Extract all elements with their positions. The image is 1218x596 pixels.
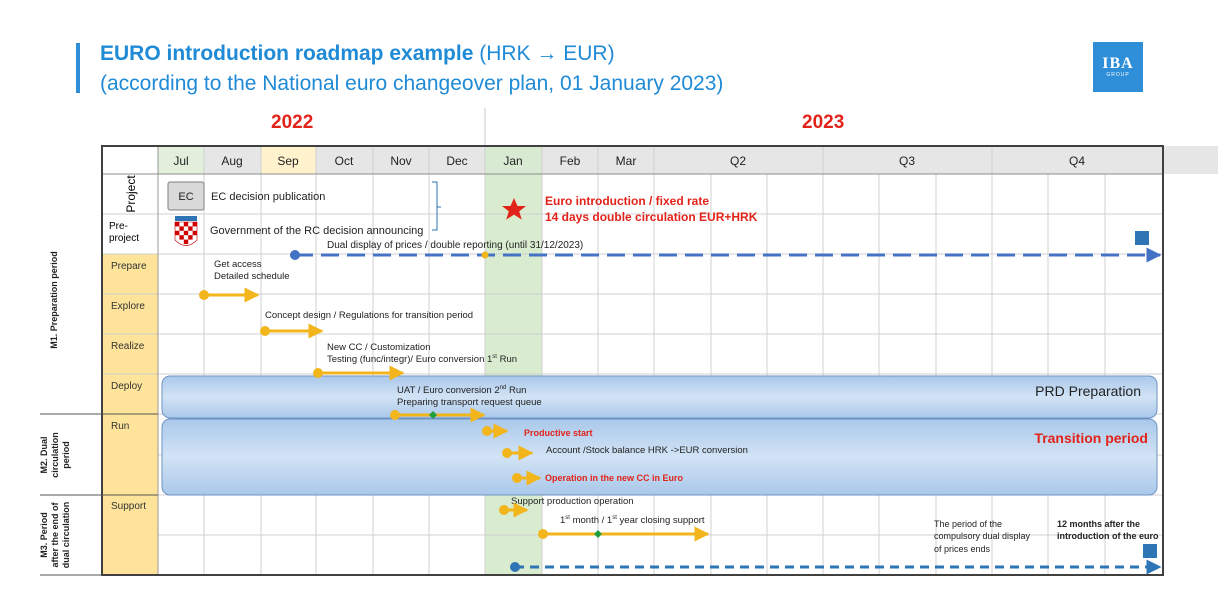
logo-text: IBA	[1102, 54, 1134, 72]
operation-new-cc-text: Operation in the new CC in Euro	[545, 473, 684, 483]
closing-support-text: 1st month / 1st year closing support	[560, 515, 705, 526]
decision-bracket	[432, 182, 441, 230]
gov-decision-text: Government of the RC decision announcing	[210, 225, 424, 237]
prepare-start-dot	[199, 290, 209, 300]
transition-period-band	[162, 419, 1157, 495]
uat-text-1: UAT / Euro conversion 2nd Run	[397, 385, 527, 396]
month-label: Q4	[1068, 154, 1086, 168]
support-prod-dot	[499, 505, 509, 515]
phase-label-m1: M1. Preparation period	[49, 251, 59, 349]
month-label: Jul	[173, 154, 189, 168]
realize-start-dot	[313, 368, 323, 378]
euro-intro-text-2: 14 days double circulation EUR+HRK	[545, 210, 758, 224]
twelve-months-text-2: introduction of the euro	[1057, 531, 1159, 541]
row-label-realize: Realize	[111, 341, 145, 352]
phase-label-m2: M2. Dualcirculationperiod	[39, 432, 71, 478]
prd-preparation-band	[162, 376, 1157, 418]
get-access-text: Get access	[214, 259, 262, 270]
closing-support-dot	[538, 529, 548, 539]
support-prod-text: Support production operation	[511, 496, 634, 507]
dual-display-text: Dual display of prices / double reporting (until 31/12/2023)	[327, 240, 584, 251]
explore-start-dot	[260, 326, 270, 336]
page-subtitle: (according to the National euro changeover plan, 01 January 2023)	[100, 72, 724, 95]
account-balance-dot	[502, 448, 512, 458]
account-balance-text: Account /Stock balance HRK ->EUR conversion	[546, 445, 748, 456]
twelve-months-text-1: 12 months after the	[1057, 519, 1141, 529]
productive-start-dot	[482, 426, 492, 436]
post-dual-start-dot	[510, 562, 520, 572]
detailed-schedule-text: Detailed schedule	[214, 271, 290, 282]
ec-decision-text: EC decision publication	[211, 191, 326, 203]
month-label: Feb	[559, 154, 581, 168]
month-label: Nov	[390, 154, 412, 168]
euro-intro-text-1: Euro introduction / fixed rate	[545, 194, 710, 208]
row-label-project: Project	[124, 175, 138, 213]
end-marker-square	[1135, 231, 1149, 245]
row-label-preproject: Pre-project	[109, 221, 140, 244]
year-2023: 2023	[802, 112, 845, 133]
compulsory-text-3: of prices ends	[934, 544, 991, 554]
title-bold: EURO introduction roadmap example	[100, 42, 474, 65]
row-label-deploy: Deploy	[111, 381, 143, 392]
compulsory-text-1: The period of the	[934, 519, 1003, 529]
logo-subtext: GROUP	[1106, 71, 1130, 78]
compulsory-text-2: compulsory dual display	[934, 531, 1031, 541]
transition-label: Transition period	[1034, 430, 1148, 446]
newcc-text-1: New CC / Customization	[327, 342, 431, 353]
title-rest: (HRK → EUR)	[473, 42, 615, 65]
month-label: Q3	[898, 154, 916, 168]
newcc-text-2: Testing (func/integr)/ Euro conversion 1st Run	[327, 354, 518, 365]
dual-display-jan-dot	[482, 252, 489, 259]
croatia-coat-of-arms-icon	[175, 216, 197, 246]
year-2022: 2022	[271, 112, 314, 133]
row-label-run: Run	[111, 421, 130, 432]
month-label: Oct	[334, 154, 354, 168]
row-label-prepare: Prepare	[111, 261, 147, 272]
prd-label: PRD Preparation	[1035, 383, 1141, 399]
month-label: Dec	[446, 154, 468, 168]
productive-start-text: Productive start	[524, 428, 593, 438]
end-marker-square-2	[1143, 544, 1157, 558]
month-label: Sep	[277, 154, 299, 168]
operation-dot	[512, 473, 522, 483]
month-label: Aug	[221, 154, 243, 168]
concept-text: Concept design / Regulations for transition period	[265, 310, 474, 321]
uat-text-2: Preparing transport request queue	[397, 397, 542, 408]
dual-display-start-dot	[290, 250, 300, 260]
ec-badge-label: EC	[178, 191, 194, 203]
phase-label-m3: M3. Periodafter the end ofdual circulation	[39, 501, 71, 569]
month-label: Jan	[503, 154, 523, 168]
row-label-support: Support	[111, 501, 147, 512]
closing-milestone-diamond	[594, 530, 602, 538]
deploy-start-dot	[390, 410, 400, 420]
month-label: Mar	[615, 154, 637, 168]
month-label: Q2	[729, 154, 747, 168]
row-label-explore: Explore	[111, 301, 145, 312]
